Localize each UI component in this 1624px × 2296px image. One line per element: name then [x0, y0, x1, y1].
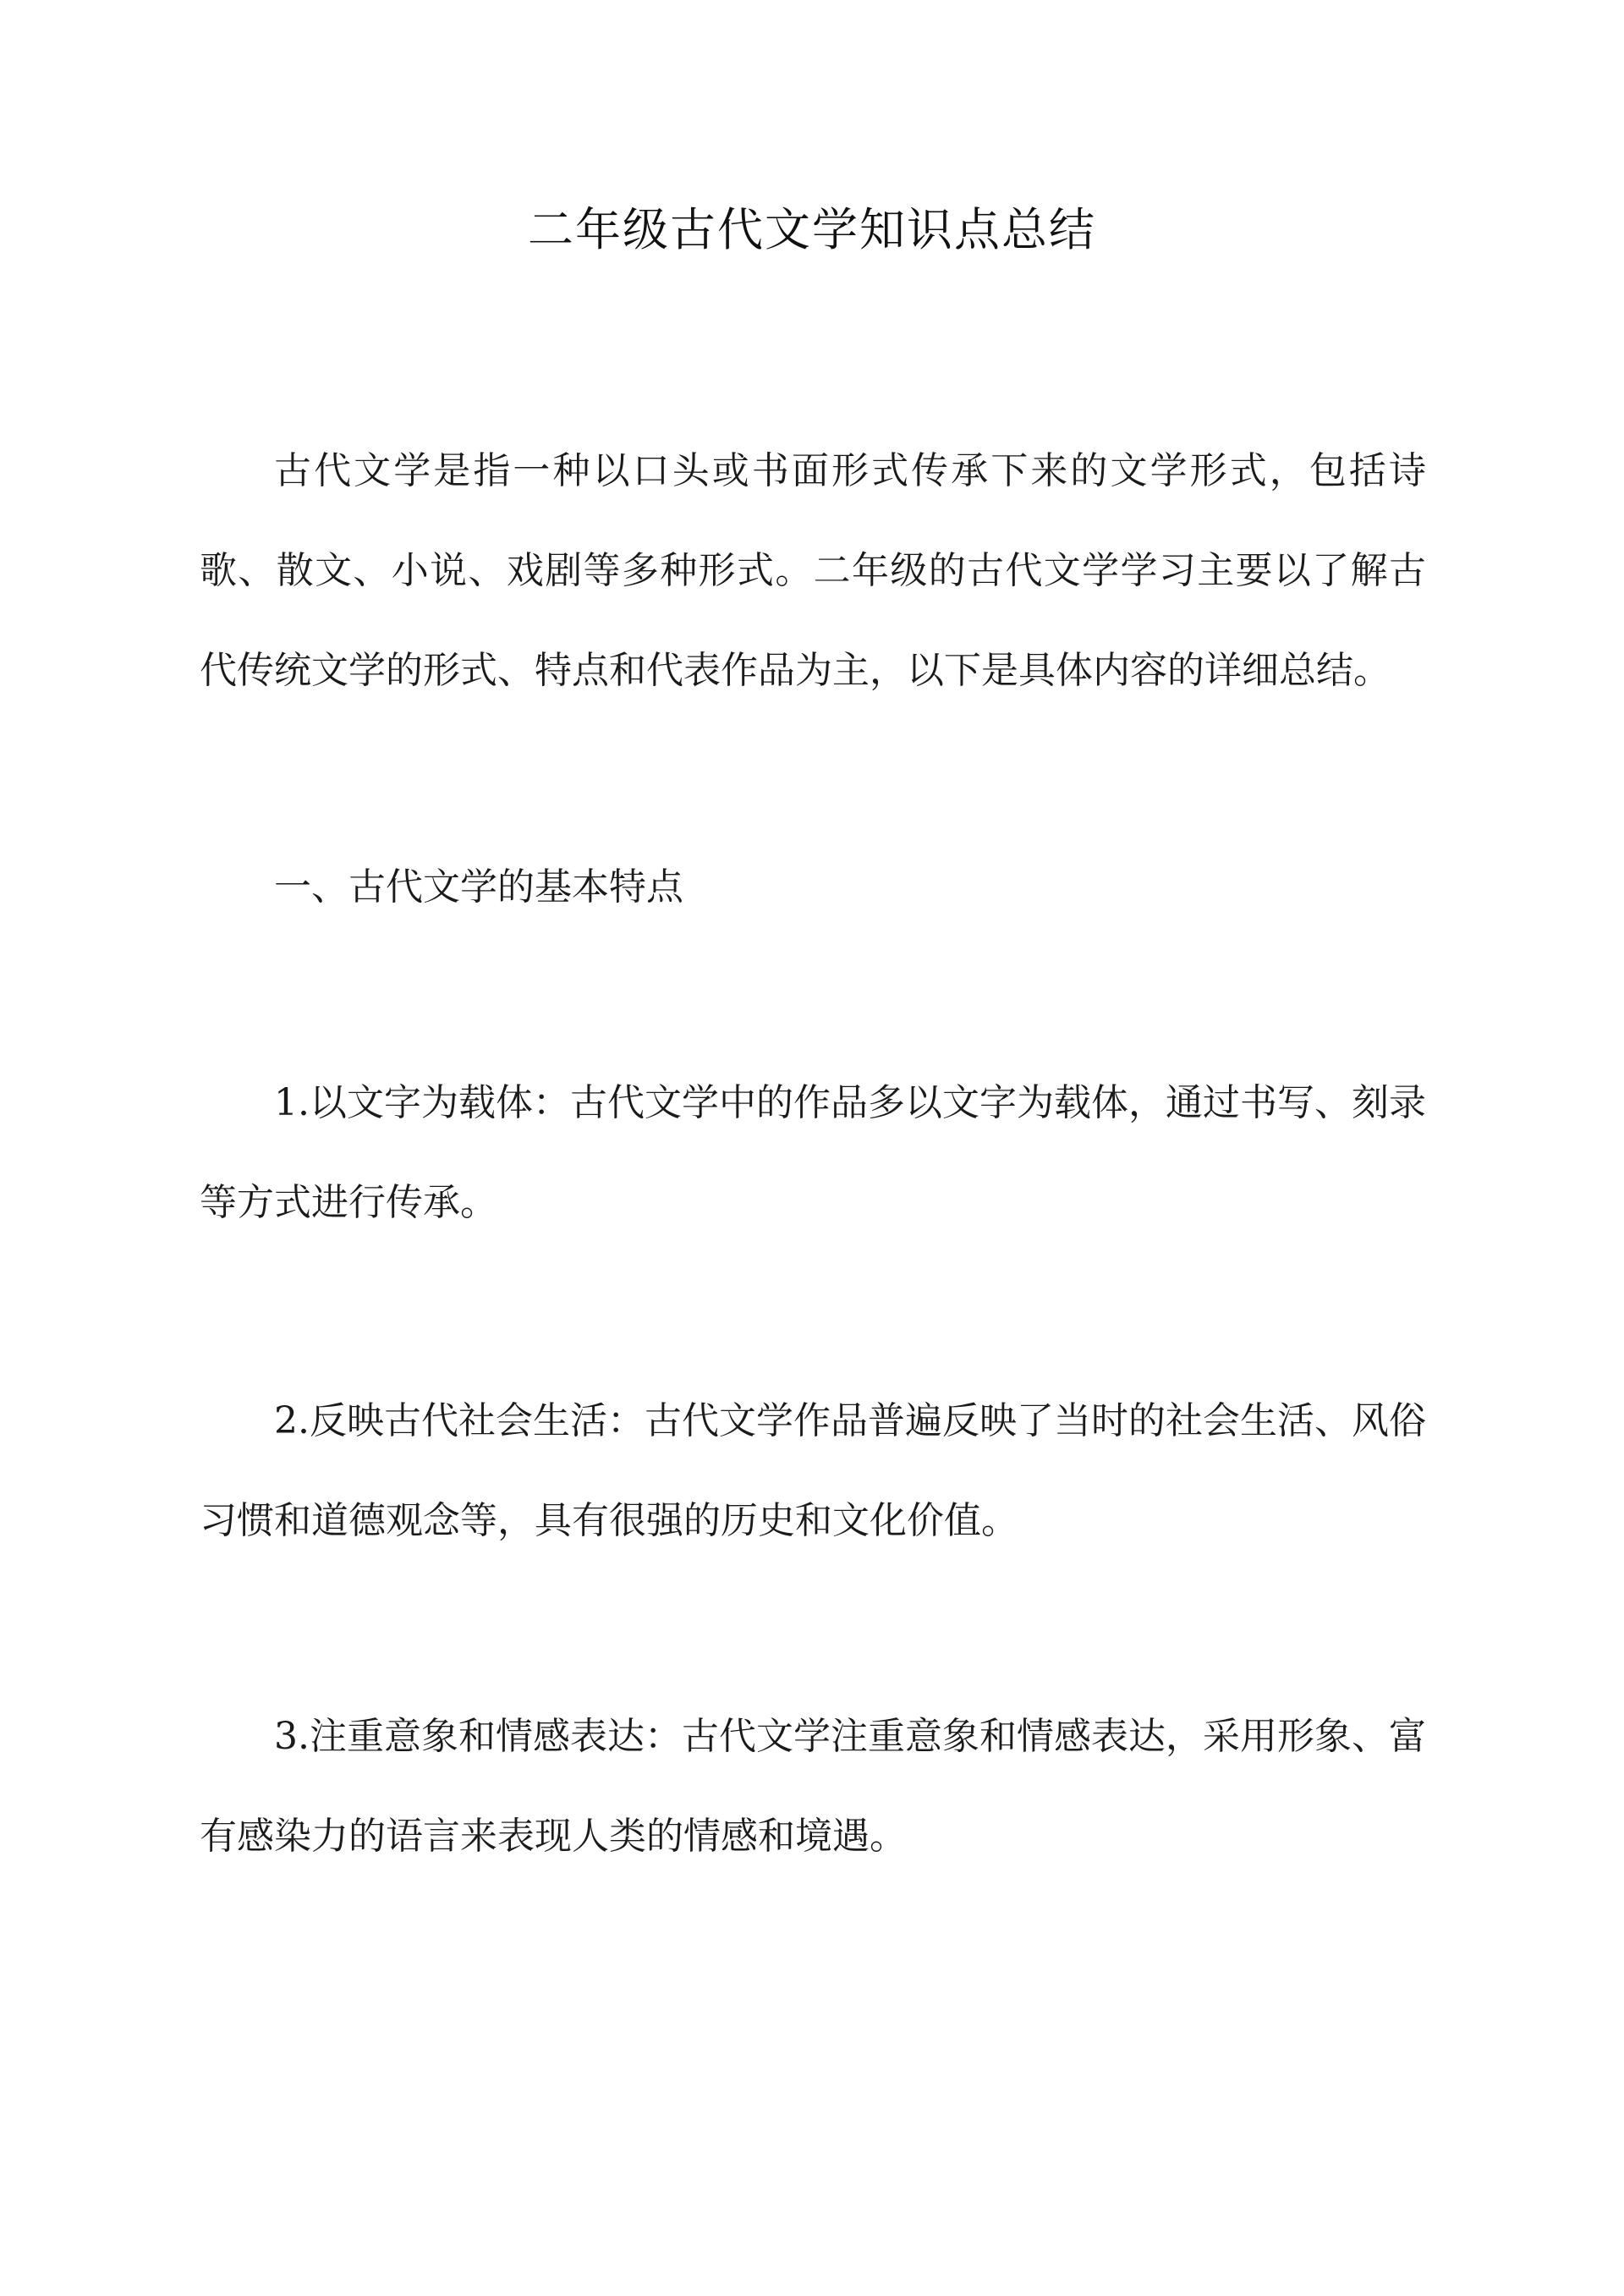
- list-item: 3.注重意象和情感表达：古代文学注重意象和情感表达，采用形象、富有感染力的语言来表现人类的情感和境遇。: [200, 1715, 1426, 1858]
- intro-paragraph: 古代文学是指一种以口头或书面形式传承下来的文学形式，包括诗歌、散文、小说、戏剧等多种形式。二年级的古代文学学习主要以了解古代传统文学的形式、特点和代表作品为主，以下是具体内容的详细总结。: [200, 449, 1426, 692]
- section-heading: 一、古代文学的基本特点: [274, 865, 683, 909]
- list-item: 2.反映古代社会生活：古代文学作品普遍反映了当时的社会生活、风俗习惯和道德观念等，具有很强的历史和文化价值。: [200, 1399, 1426, 1542]
- document-title: 二年级古代文学知识点总结: [528, 203, 1096, 256]
- list-item: 1.以文字为载体：古代文学中的作品多以文字为载体，通过书写、刻录等方式进行传承。: [200, 1081, 1426, 1224]
